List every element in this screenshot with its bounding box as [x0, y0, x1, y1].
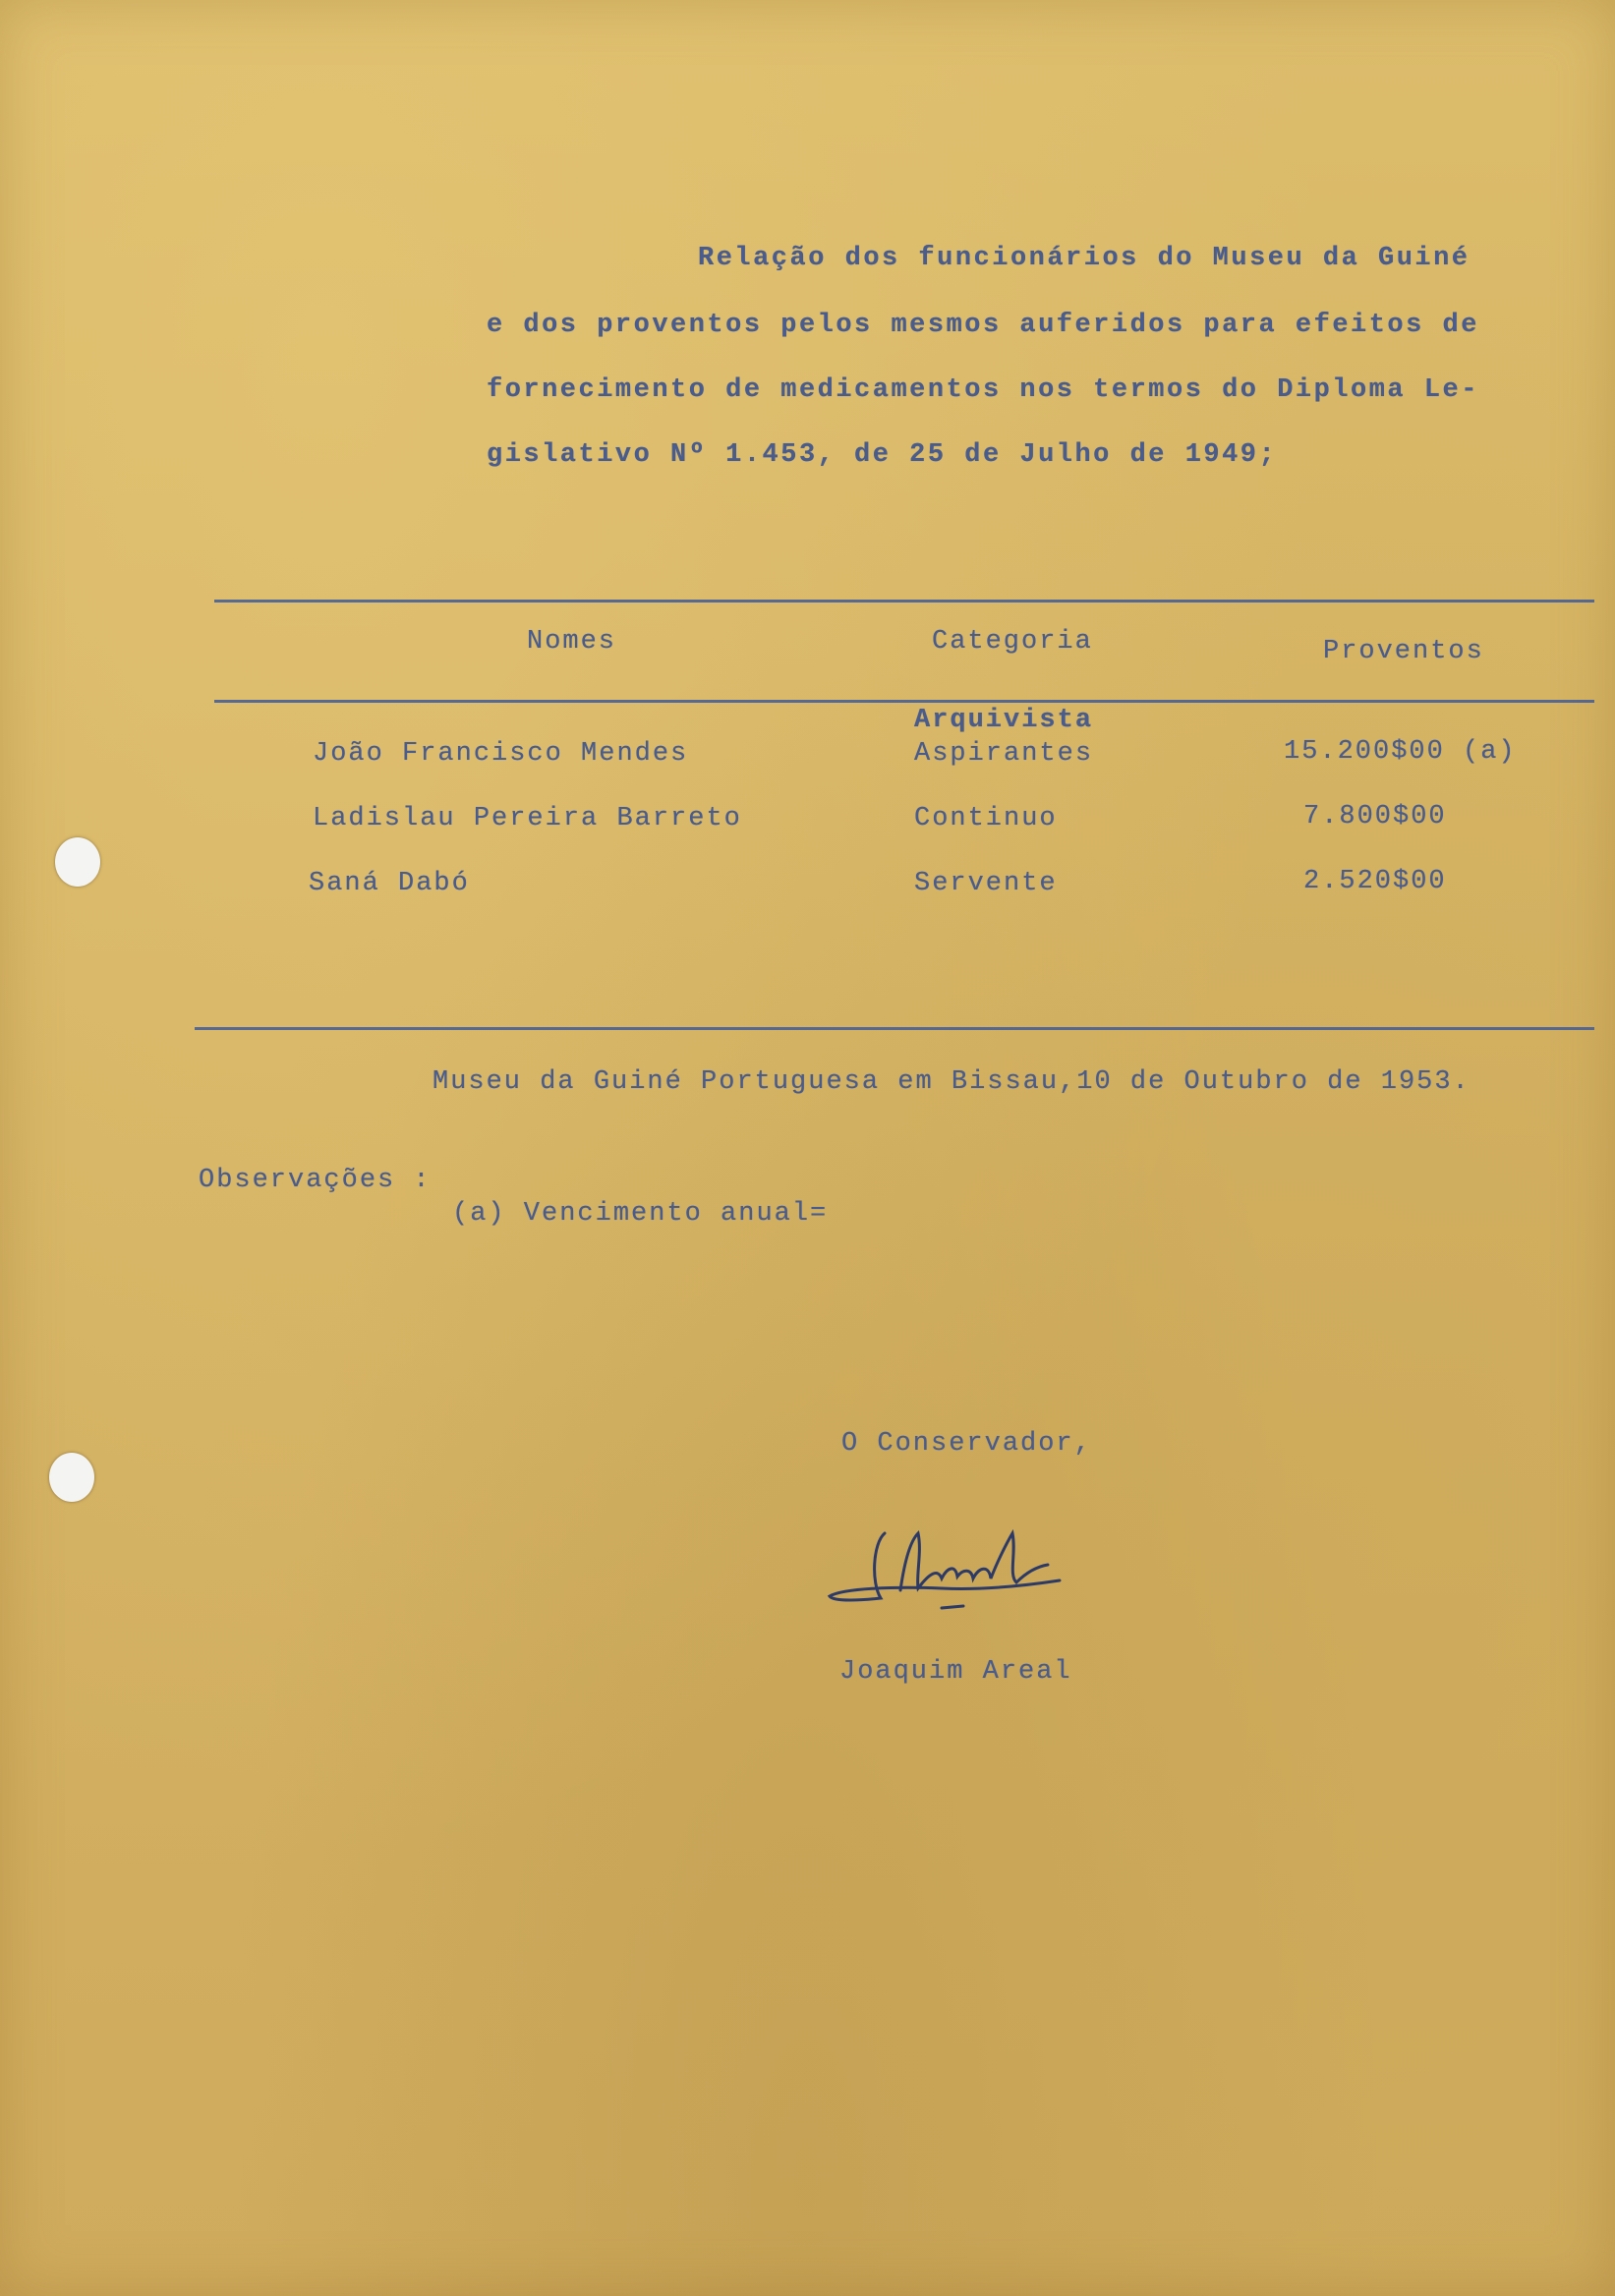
row-2-proventos: 7.800$00: [1303, 802, 1447, 832]
row-3-proventos: 2.520$00: [1303, 867, 1447, 896]
heading-line-2: e dos proventos pelos mesmos auferidos para efeitos de: [487, 311, 1479, 340]
column-header-nomes: Nomes: [527, 627, 617, 657]
observacoes-label: Observações :: [199, 1166, 432, 1195]
punch-hole-top: [55, 837, 100, 887]
table-header-rule: [214, 700, 1594, 703]
signature-drawing: [824, 1504, 1109, 1622]
row-1-nome: João Francisco Mendes: [313, 739, 689, 769]
heading-line-4: gislativo Nº 1.453, de 25 de Julho de 1949;: [487, 440, 1278, 470]
signer-name: Joaquim Areal: [839, 1657, 1072, 1687]
row-1-categoria-line-1: Arquivista: [914, 706, 1094, 735]
place-and-date: Museu da Guiné Portuguesa em Bissau,10 de Outubro de 1953.: [433, 1067, 1471, 1097]
heading-line-1: Relação dos funcionários do Museu da Guiné: [698, 244, 1471, 273]
heading-line-3: fornecimento de medicamentos nos termos do Diploma Le-: [487, 375, 1479, 405]
row-1-proventos: 15.200$00 (a): [1284, 737, 1517, 767]
row-3-categoria: Servente: [914, 869, 1058, 898]
observacoes-note: (a) Vencimento anual=: [452, 1199, 829, 1229]
table-bottom-rule: [195, 1027, 1594, 1030]
closing-title: O Conservador,: [841, 1429, 1092, 1459]
row-2-nome: Ladislau Pereira Barreto: [313, 804, 742, 833]
row-2-categoria: Continuo: [914, 804, 1058, 833]
table-top-rule: [214, 600, 1594, 603]
row-3-nome: Saná Dabó: [309, 869, 470, 898]
column-header-categoria: Categoria: [932, 627, 1093, 657]
column-header-proventos: Proventos: [1323, 637, 1484, 666]
punch-hole-bottom: [49, 1453, 94, 1502]
row-1-categoria-line-2: Aspirantes: [914, 739, 1094, 769]
handwritten-signature: [824, 1504, 1109, 1622]
